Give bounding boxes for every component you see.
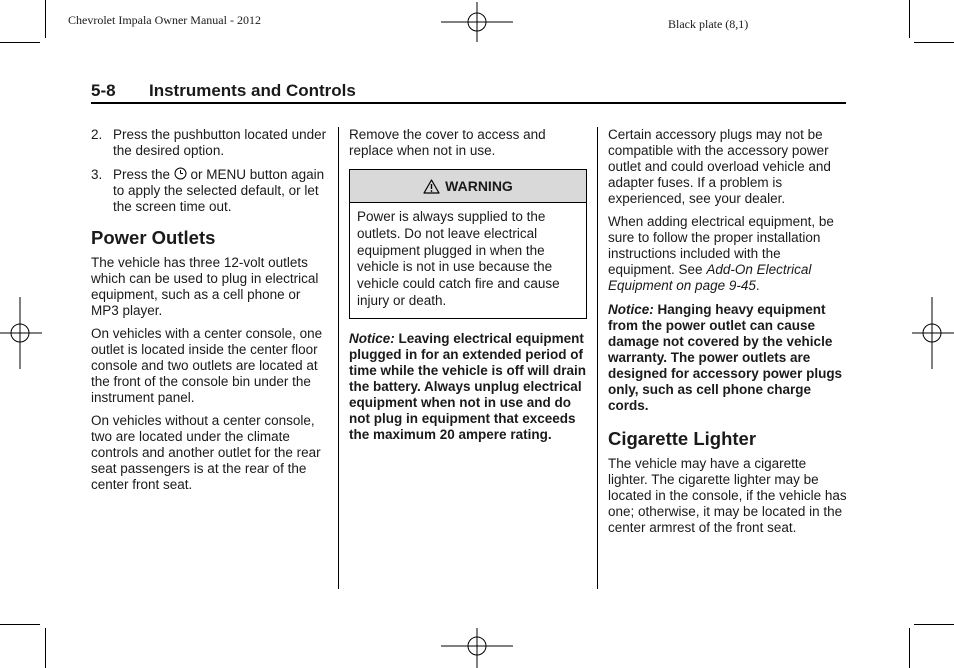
step-number: 3. — [91, 167, 103, 182]
paragraph: The vehicle may have a cigarette lighter. The cigarette lighter may be located in the console, if the vehicle has one; otherwise, it may be located in the center armrest of the front seat. — [608, 456, 847, 535]
column-2 — [349, 127, 587, 450]
warning-box — [349, 169, 587, 319]
crop-mark-br-h — [914, 624, 954, 625]
crop-mark-tl-h — [0, 42, 40, 43]
notice — [608, 302, 848, 414]
crop-mark-tr-v — [909, 0, 910, 38]
crop-mark-br-v — [909, 628, 910, 668]
notice — [349, 331, 587, 443]
notice-label: Notice: — [608, 302, 658, 317]
column-divider-2 — [597, 127, 598, 589]
registration-mark-right — [912, 297, 954, 369]
paragraph-pre: When adding electrical equipment, be sure to follow the proper installation instructions included with the equipment. See — [608, 214, 834, 277]
step-text-post: or MENU button again to apply the selected default, or let the screen time out. — [113, 167, 325, 214]
crop-mark-bl-v — [45, 628, 46, 668]
crop-mark-bl-h — [0, 624, 40, 625]
step-number: 2. — [91, 127, 103, 142]
column-1 — [91, 127, 329, 500]
registration-mark-top — [441, 2, 513, 42]
registration-mark-left — [0, 297, 42, 369]
paragraph: Remove the cover to access and replace when not in use. — [349, 127, 546, 158]
step-3 — [91, 167, 329, 215]
cigarette-lighter-heading: Cigarette Lighter — [608, 428, 757, 449]
manual-title: Chevrolet Impala Owner Manual - 2012 — [68, 13, 261, 27]
warning-header — [350, 170, 586, 203]
crop-mark-tl-v — [45, 0, 46, 38]
warning-triangle-icon — [423, 179, 440, 194]
step-text: Press the pushbutton located under the desired option. — [113, 127, 327, 158]
column-3 — [608, 127, 848, 543]
warning-label: WARNING — [445, 178, 513, 194]
power-outlets-heading: Power Outlets — [91, 227, 216, 248]
notice-label: Notice: — [349, 330, 399, 346]
paragraph: On vehicles with a center console, one outlet is located inside the center floor console and two outlets are located at the front of the console bin under the instrument panel. — [91, 326, 323, 405]
notice-text: Leaving electrical equipment plugged in for an extended period of time while the vehicle is off will drain the battery. Always unplug electrical equipment when not in use and do not plug in equipment that exceeds the maximum 20 ampere rating. — [349, 330, 587, 442]
paragraph: Certain accessory plugs may not be compatible with the accessory power outlet and could overload vehicle and adapter fuses. If a problem is experienced, see your dealer. — [608, 127, 831, 206]
paragraph: On vehicles without a center console, two are located under the climate controls and another outlet for the rear seat passengers is at the rear of the center front seat. — [91, 413, 321, 492]
clock-icon — [174, 167, 187, 180]
section-header — [91, 80, 846, 104]
plate-label: Black plate (8,1) — [668, 17, 749, 31]
paragraph: The vehicle has three 12-volt outlets which can be used to plug in electrical equipment, such as a cell phone or MP3 player. — [91, 255, 319, 318]
step-text-pre: Press the — [113, 167, 174, 182]
section-number: 5-8 — [91, 81, 116, 100]
paragraph-post: . — [755, 278, 760, 293]
section-title: Instruments and Controls — [149, 81, 356, 100]
notice-text: Hanging heavy equipment from the power outlet can cause damage not covered by the vehicle warranty. The power outlets are designed for accessory power plugs only, such as cell phone charge cords. — [608, 302, 843, 413]
registration-mark-bottom — [441, 628, 513, 668]
column-divider-1 — [338, 127, 339, 589]
step-2 — [91, 127, 329, 159]
paragraph — [608, 214, 848, 294]
crop-mark-tr-h — [914, 42, 954, 43]
cross-reference-link[interactable]: Add-On Electrical Equipment on page 9-45 — [608, 262, 812, 293]
warning-text: Power is always supplied to the outlets. Do not leave electrical equipment plugged in when the vehicle is not in use because the vehicle could catch fire and cause injury or death. — [357, 209, 560, 308]
